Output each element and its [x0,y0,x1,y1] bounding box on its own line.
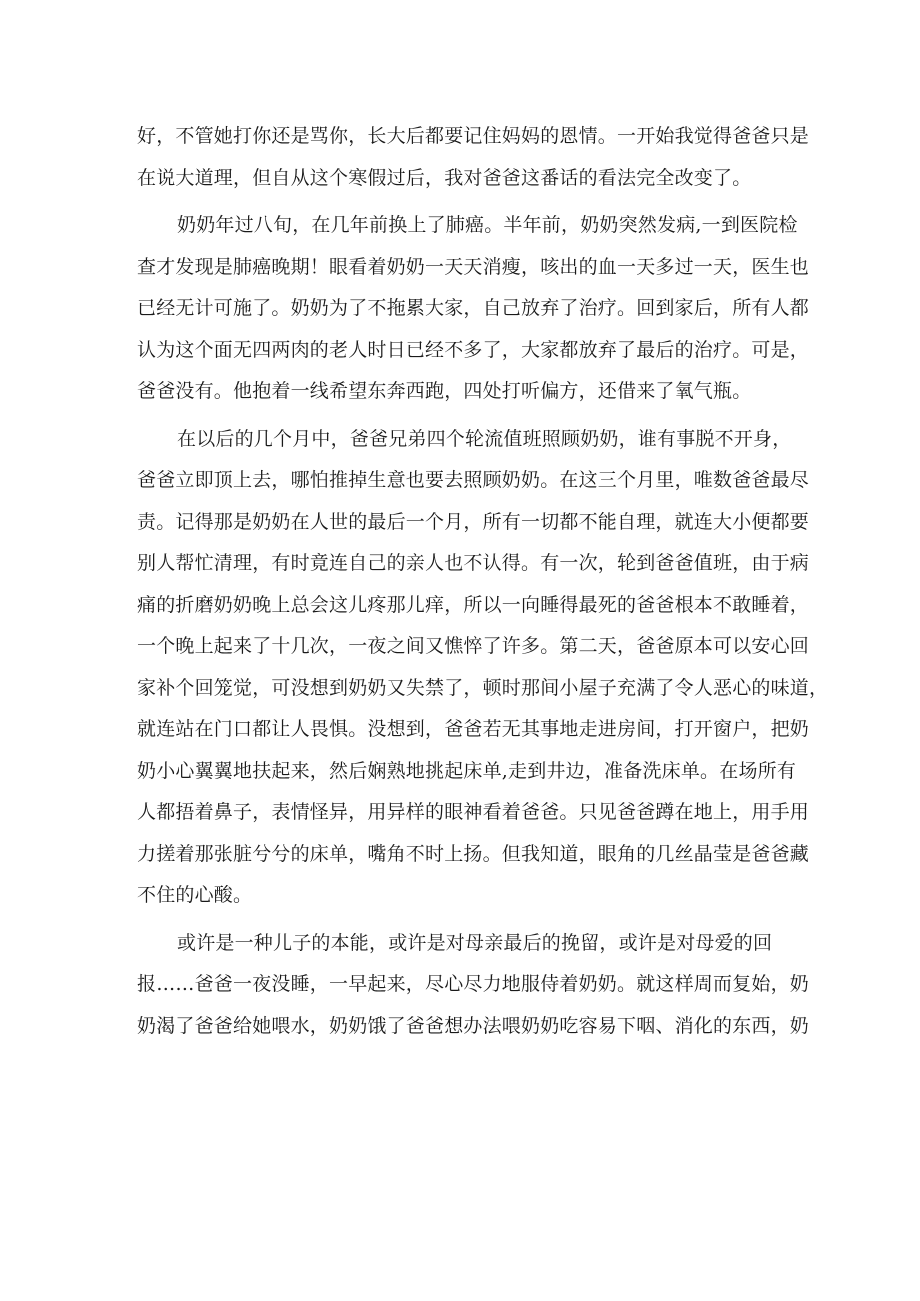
text-line: 报……爸爸一夜没睡，一早起来，尽心尽力地服侍着奶奶。就这样周而复始，奶 [137,973,810,995]
text-line: 痛的折磨奶奶晚上总会这儿疼那儿痒，所以一向睡得最死的爸爸根本不敢睡着， [137,593,810,616]
paragraph-4 [137,923,810,1048]
text-line: 爸爸立即顶上去，哪怕推掉生意也要去照顾奶奶。在这三个月里，唯数爸爸最尽 [137,469,810,491]
text-line: 就连站在门口都让人畏惧。没想到，爸爸若无其事地走进房间，打开窗户，把奶 [137,718,810,740]
text-line: 好，不管她打你还是骂你，长大后都要记住妈妈的恩情。一开始我觉得爸爸只是 [137,125,810,147]
text-line: 奶小心翼翼地扶起来，然后娴熟地挑起床单,走到井边，准备洗床单。在场所有 [137,759,797,782]
text-line: 别人帮忙清理，有时竟连自己的亲人也不认得。有一次，轮到爸爸值班，由于病 [137,552,810,574]
text-line: 家补个回笼觉，可没想到奶奶又失禁了，顿时那间小屋子充满了令人恶心的味道， [137,676,829,699]
text-line: 奶奶年过八旬，在几年前换上了肺癌。半年前，奶奶突然发病,一到医院检 [177,214,798,236]
text-line: 责。记得那是奶奶在人世的最后一个月，所有一切都不能自理，就连大小便都要 [137,510,810,533]
document-body [137,116,829,1047]
text-line: 查才发现是肺癌晚期！眼看着奶奶一天天消瘦，咳出的血一天多过一天，医生也 [137,255,810,278]
text-line: 已经无计可施了。奶奶为了不拖累大家，自己放弃了治疗。回到家后，所有人都 [137,297,810,319]
paragraph-3 [137,419,829,917]
text-line: 力搓着那张脏兮兮的床单，嘴角不时上扬。但我知道，眼角的几丝晶莹是爸爸藏 [137,842,810,865]
text-line: 在说大道理，但自从这个寒假过后，我对爸爸这番话的看法完全改变了。 [137,166,752,189]
text-line: 爸爸没有。他抱着一线希望东奔西跑，四处打听偏方，还借来了氧气瓶。 [137,380,752,402]
paragraph-2 [137,205,810,413]
text-line: 不住的心酸。 [137,884,253,906]
text-line: 一个晚上起来了十几次，一夜之间又憔悴了许多。第二天，爸爸原本可以安心回 [137,635,810,657]
text-line: 认为这个面无四两肉的老人时日已经不多了，大家都放弃了最后的治疗。可是， [137,338,810,361]
text-line: 在以后的几个月中，爸爸兄弟四个轮流值班照顾奶奶，谁有事脱不开身， [177,427,792,450]
text-line: 或许是一种儿子的本能，或许是对母亲最后的挽留，或许是对母爱的回 [177,931,773,954]
paragraph-1 [137,116,810,199]
text-line: 奶渴了爸爸给她喂水，奶奶饿了爸爸想办法喂奶奶吃容易下咽、消化的东西，奶 [137,1014,810,1037]
text-line: 人都捂着鼻子，表情怪异，用异样的眼神看着爸爸。只见爸爸蹲在地上，用手用 [137,801,810,823]
